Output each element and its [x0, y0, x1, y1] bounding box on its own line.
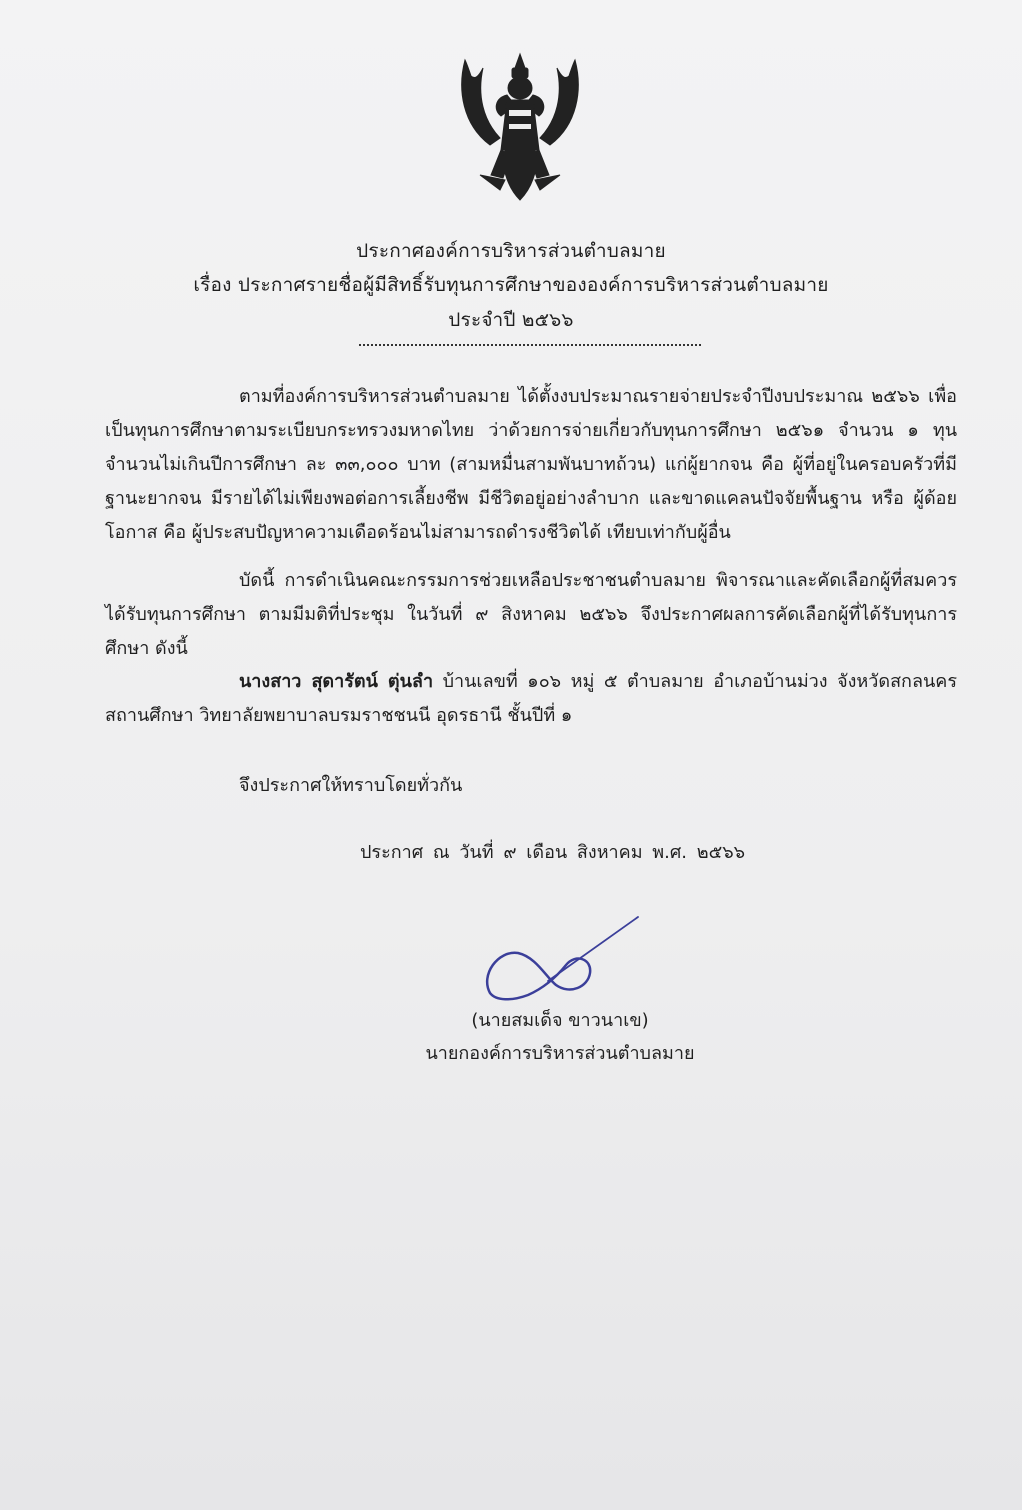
- recipient-name: นางสาว สุดารัตน์ ตุ่นลำ: [239, 671, 434, 692]
- signer-position: นายกองค์การบริหารส่วนตำบลมาย: [425, 1043, 695, 1064]
- year-line: ประจำปี ๒๕๖๖: [448, 309, 574, 331]
- recipient-details: บ้านเลขที่ ๑๐๖ หมู่ ๕ ตำบลมาย อำเภอบ้านม่วง จังหวัดสกลนคร สถานศึกษา วิทยาลัยพยาบาลบรมราชชนนี อุดรธานี ชั้นปีที่ ๑: [105, 671, 958, 726]
- paragraph-committee: บัดนี้ การดำเนินคณะกรรมการช่วยเหลือประชาชนตำบลมาย พิจารณาและคัดเลือกผู้ที่สมควรได้รับทุนการศึกษา ตามมีมติที่ประชุม ในวันที่ ๙ สิงหาคม ๒๕๖๖ จึงประกาศผลการคัดเลือกผู้ที่ได้รับทุนการศึกษา ดังนี้: [105, 570, 957, 659]
- issuer-title: ประกาศองค์การบริหารส่วนตำบลมาย: [356, 240, 666, 262]
- signer-name: (นายสมเด็จ ขาวนาเข): [471, 1010, 649, 1031]
- signature-mark: [478, 915, 643, 1015]
- subject-line: เรื่อง ประกาศรายชื่อผู้มีสิทธิ์รับทุนการศึกษาขององค์การบริหารส่วนตำบลมาย: [193, 274, 829, 296]
- paragraph-recipient: [105, 665, 957, 733]
- paragraph-budget: ตามที่องค์การบริหารส่วนตำบลมาย ได้ตั้งงบประมาณรายจ่ายประจำปีงบประมาณ ๒๕๖๖ เพื่อเป็นทุนการศึกษาตามระเบียบกระทรวงมหาดไทย ว่าด้วยการจ่ายเกี่ยวกับทุนการศึกษา ๒๕๖๑ จำนวน ๑ ทุน จำนวนไม่เกินปีการศึกษา ละ ๓๓,๐๐๐ บาท (สามหมื่นสามพันบาทถ้วน) แก่ผู้ยากจน คือ ผู้ที่อยู่ในครอบครัวที่มีฐานะยากจน มีรายได้ไม่เพียงพอต่อการเลี้ยงชีพ มีชีวิตอยู่อย่างลำบาก และขาดแคลนปัจจัยพื้นฐาน หรือ ผู้ด้อยโอกาส คือ ผู้ประสบปัญหาความเดือดร้อนไม่สามารถดำรงชีวิตได้ เทียบเท่ากับผู้อื่น: [105, 386, 957, 543]
- closing-statement: จึงประกาศให้ทราบโดยทั่วกัน: [239, 775, 463, 796]
- garuda-emblem-icon: [455, 50, 585, 205]
- announcement-date: ประกาศ ณ วันที่ ๙ เดือน สิงหาคม พ.ศ. ๒๕๖๖: [360, 842, 746, 863]
- dotted-divider: [359, 344, 701, 346]
